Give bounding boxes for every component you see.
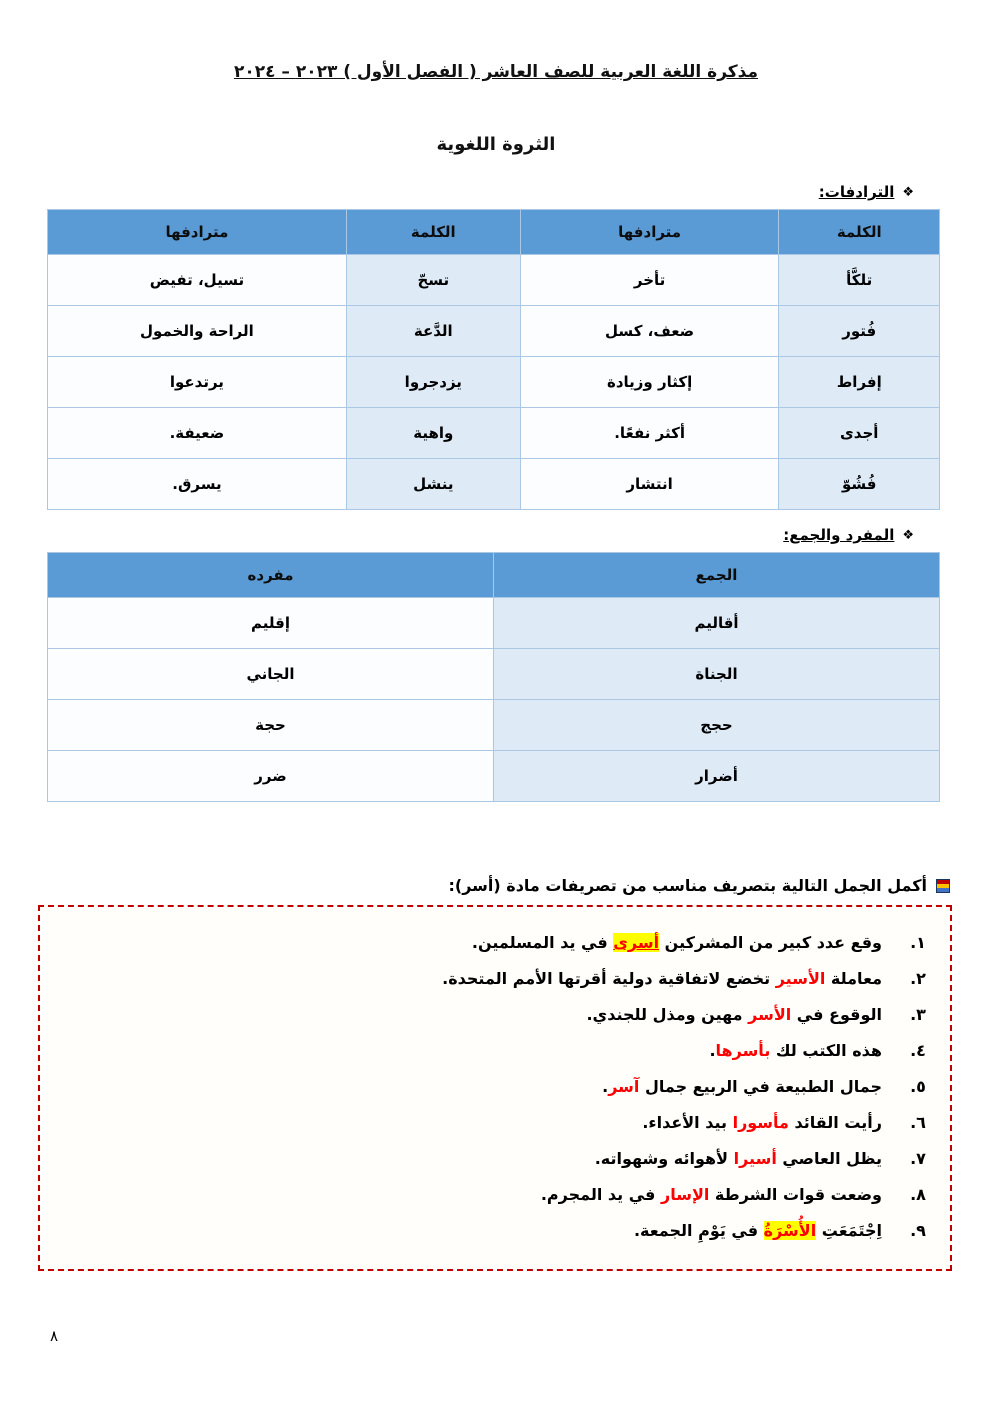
plural-heading-row bbox=[0, 526, 914, 544]
synonyms-header-cell: مترادفها bbox=[48, 210, 347, 255]
synonyms-header-row bbox=[48, 210, 940, 255]
vocabulary-section-title: الثروة اللغوية bbox=[436, 134, 556, 155]
exercise-item bbox=[62, 967, 928, 991]
exercise-item-number: ٧. bbox=[910, 1149, 926, 1168]
synonyms-table-body bbox=[48, 255, 940, 510]
exercise-item bbox=[62, 1111, 928, 1135]
exercise-heading: أكمل الجمل التالية بتصريف مناسب من تصريفات مادة (أسر): bbox=[448, 876, 927, 895]
plural-cell: الجاني bbox=[48, 649, 494, 700]
synonyms-heading: الترادفات: bbox=[818, 183, 895, 201]
synonyms-row bbox=[48, 408, 940, 459]
synonyms-cell: فُشُوّ bbox=[779, 459, 940, 510]
synonyms-cell: ضعف، كسل bbox=[520, 306, 779, 357]
plural-row bbox=[48, 700, 940, 751]
exercise-bullet-icon bbox=[936, 879, 950, 893]
synonyms-cell: يرتدعوا bbox=[48, 357, 347, 408]
exercise-item bbox=[62, 1147, 928, 1171]
plural-cell: حجج bbox=[494, 700, 940, 751]
diamond-bullet-icon: ❖ bbox=[902, 184, 914, 200]
exercise-answer-word: آسر bbox=[608, 1077, 640, 1096]
plural-cell: إقليم bbox=[48, 598, 494, 649]
plural-row bbox=[48, 751, 940, 802]
synonyms-cell: الراحة والخمول bbox=[48, 306, 347, 357]
plural-row bbox=[48, 598, 940, 649]
exercise-item-number: ٢. bbox=[910, 969, 926, 988]
synonyms-cell: تسيل، تفيض bbox=[48, 255, 347, 306]
synonyms-cell: تلكَّأ bbox=[779, 255, 940, 306]
exercise-item-number: ٤. bbox=[910, 1041, 926, 1060]
synonyms-row bbox=[48, 306, 940, 357]
exercise-box bbox=[38, 905, 952, 1271]
exercise-item-text: الوقوع في الأسر مهين ومذل للجندي. bbox=[586, 1005, 882, 1024]
exercise-answer-word: مأسورا bbox=[732, 1113, 789, 1132]
exercise-item bbox=[62, 1039, 928, 1063]
exercise-item-text: معاملة الأسير تخضع لاتفاقية دولية أقرتها الأمم المتحدة. bbox=[442, 969, 882, 988]
synonyms-cell: يزدجروا bbox=[346, 357, 520, 408]
synonyms-row bbox=[48, 357, 940, 408]
synonyms-cell: تأخر bbox=[520, 255, 779, 306]
plural-header-row bbox=[48, 553, 940, 598]
synonyms-heading-row bbox=[0, 183, 914, 201]
synonyms-row bbox=[48, 255, 940, 306]
synonyms-cell: فُتور bbox=[779, 306, 940, 357]
synonyms-cell: ينشل bbox=[346, 459, 520, 510]
page-title: مذكرة اللغة العربية للصف العاشر ( الفصل الأول ) ٢٠٢٣ – ٢٠٢٤ bbox=[233, 62, 759, 82]
exercise-answer-word: الأُسْرَةُ bbox=[763, 1221, 817, 1240]
exercise-item bbox=[62, 1003, 928, 1027]
exercise-item-number: ٨. bbox=[910, 1185, 926, 1204]
plural-cell: الجناة bbox=[494, 649, 940, 700]
plural-table bbox=[47, 552, 940, 802]
synonyms-row bbox=[48, 459, 940, 510]
exercise-answer-word: الأسير bbox=[775, 969, 826, 988]
exercise-heading-row bbox=[0, 876, 950, 895]
plural-heading: المفرد والجمع: bbox=[783, 526, 895, 544]
page-number: ٨ bbox=[50, 1327, 59, 1345]
synonyms-cell: يسرق. bbox=[48, 459, 347, 510]
synonyms-cell: الدَّعة bbox=[346, 306, 520, 357]
exercise-item-number: ٦. bbox=[910, 1113, 926, 1132]
exercise-item-text: هذه الكتب لك بأسرها. bbox=[709, 1041, 882, 1060]
plural-header-cell: مفرده bbox=[48, 553, 494, 598]
synonyms-header-cell: الكلمة bbox=[346, 210, 520, 255]
synonyms-cell: ضعيفة. bbox=[48, 408, 347, 459]
synonyms-cell: أكثر نفعًا. bbox=[520, 408, 779, 459]
synonyms-table bbox=[47, 209, 940, 510]
exercise-item-number: ١. bbox=[910, 933, 926, 952]
exercise-item bbox=[62, 1075, 928, 1099]
exercise-item-text: وضعت قوات الشرطة الإسار في يد المجرم. bbox=[540, 1185, 882, 1204]
plural-header-cell: الجمع bbox=[494, 553, 940, 598]
synonyms-cell: واهية bbox=[346, 408, 520, 459]
synonyms-cell: انتشار bbox=[520, 459, 779, 510]
exercise-item-text: رأيت القائد مأسورا بيد الأعداء. bbox=[642, 1113, 882, 1132]
plural-row bbox=[48, 649, 940, 700]
synonyms-header-cell: الكلمة bbox=[779, 210, 940, 255]
exercise-item-number: ٥. bbox=[910, 1077, 926, 1096]
exercise-item-number: ٣. bbox=[910, 1005, 926, 1024]
exercise-item bbox=[62, 931, 928, 955]
synonyms-cell: إكثار وزيادة bbox=[520, 357, 779, 408]
plural-table-body bbox=[48, 598, 940, 802]
exercise-answer-word: الإسار bbox=[660, 1185, 710, 1204]
exercise-answer-word: بأسرها bbox=[715, 1041, 771, 1060]
synonyms-cell: تسحّ bbox=[346, 255, 520, 306]
exercise-list bbox=[58, 931, 932, 1243]
exercise-item bbox=[62, 1219, 928, 1243]
exercise-item-text: يظل العاصي أسيرا لأهوائه وشهواته. bbox=[594, 1149, 882, 1168]
exercise-item-text: وقع عدد كبير من المشركين أسرى في يد المسلمين. bbox=[471, 933, 882, 952]
synonyms-header-cell: مترادفها bbox=[520, 210, 779, 255]
exercise-answer-word: الأسر bbox=[748, 1005, 792, 1024]
diamond-bullet-icon: ❖ bbox=[902, 527, 914, 543]
exercise-item-number: ٩. bbox=[910, 1221, 926, 1240]
exercise-answer-word: أسيرا bbox=[733, 1149, 777, 1168]
exercise-item-text: جمال الطبيعة في الربيع جمال آسر. bbox=[602, 1077, 882, 1096]
exercise-item-text: اِجْتَمَعَتِ الأُسْرَةُ في يَوْمِ الجمعة. bbox=[633, 1221, 882, 1240]
exercise-answer-word: أسرى bbox=[613, 933, 660, 952]
plural-cell: حجة bbox=[48, 700, 494, 751]
synonyms-cell: أجدى bbox=[779, 408, 940, 459]
plural-cell: أضرار bbox=[494, 751, 940, 802]
plural-cell: ضرر bbox=[48, 751, 494, 802]
plural-cell: أقاليم bbox=[494, 598, 940, 649]
exercise-item bbox=[62, 1183, 928, 1207]
synonyms-cell: إفراط bbox=[779, 357, 940, 408]
